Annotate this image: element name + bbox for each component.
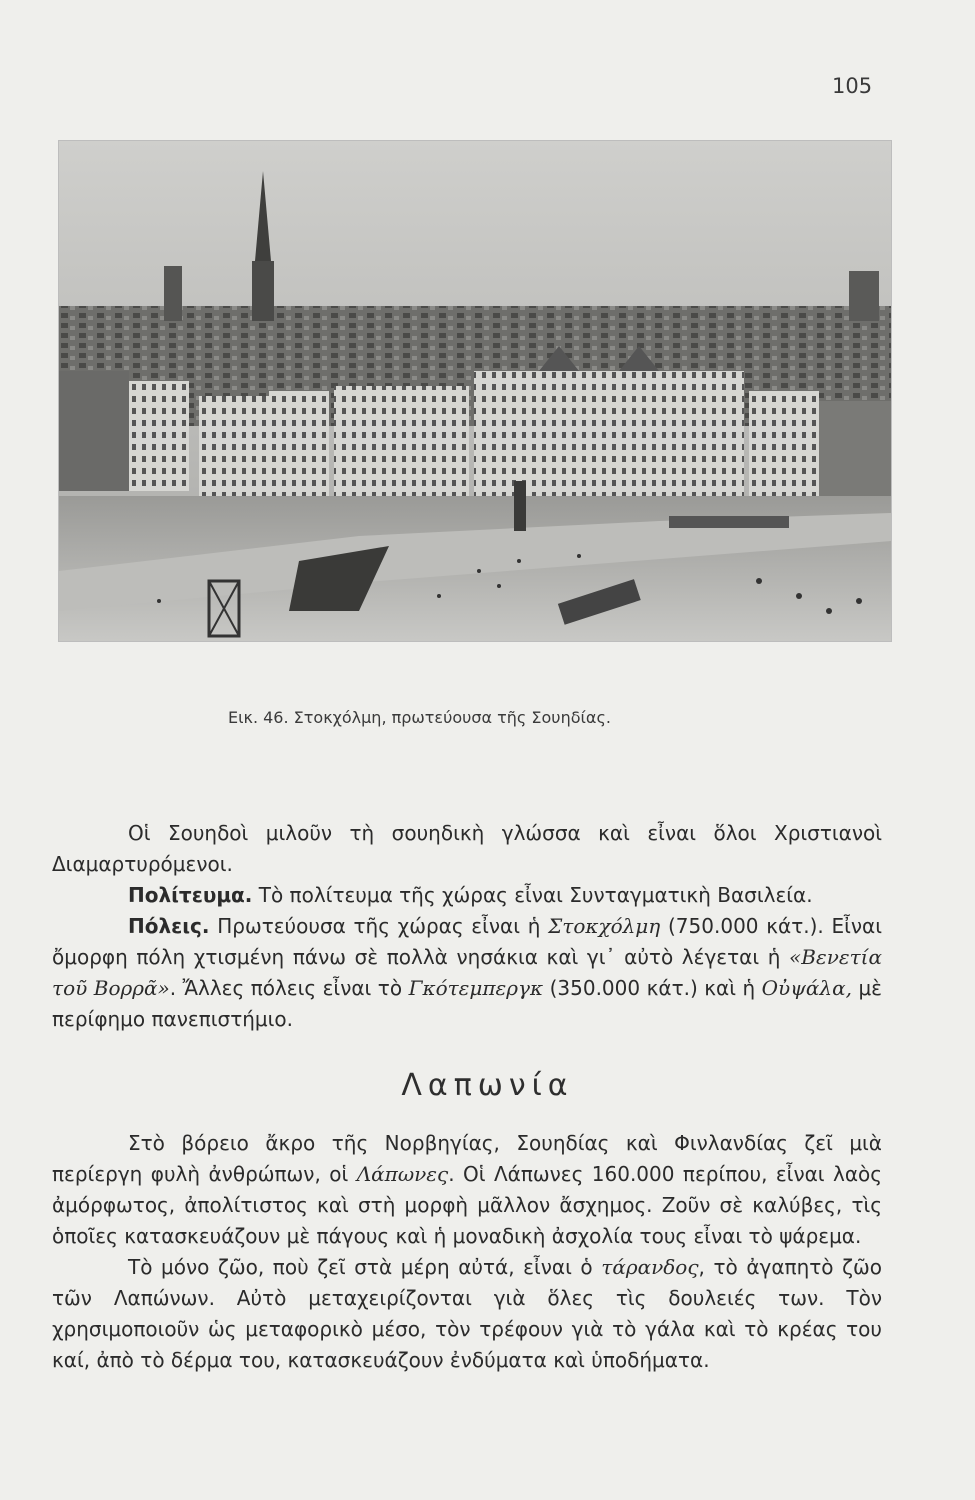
paragraph-religion: Οἱ Σουηδοὶ μιλοῦν τὴ σουηδικὴ γλώσσα καὶ εἶναι ὅλοι Χριστιανοὶ Διαμαρτυρόμενοι. (52, 821, 882, 876)
label-government: Πολίτευμα. (128, 883, 253, 907)
paragraph-lapps (52, 1128, 882, 1252)
city-uppsala: Οὐψάλα, (761, 976, 852, 1000)
text-cities-a: Πρωτεύουσα τῆς χώρας εἶναι ἡ (209, 914, 549, 938)
text-cities-e: μὲ περίφημο πανεπιστήμιο. (52, 976, 882, 1031)
paragraph-reindeer (52, 1252, 882, 1376)
word-reindeer: τάρανδος (601, 1255, 699, 1279)
text-government: Τὸ πολίτευμα τῆς χώρας εἶναι Συνταγματικὴ Βασιλεία. (252, 883, 813, 907)
paragraph-cities (52, 911, 882, 1035)
text-cities-d: (350.000 κάτ.) καὶ ἡ (543, 976, 762, 1000)
city-gothenburg: Γκότεμπεργκ (408, 976, 544, 1000)
figure-caption: Εικ. 46. Στοκχόλμη, πρωτεύουσα τῆς Σουηδίας. (228, 708, 611, 727)
venice-of-north: «Βενετία τοῦ Βορρᾶ» (52, 945, 882, 1000)
page-number: 105 (832, 74, 873, 98)
text-cities-c: . Ἄλλες πόλεις εἶναι τὸ (169, 976, 409, 1000)
stockholm-photo (58, 140, 892, 642)
word-lapps: Λάπωνες (356, 1162, 449, 1186)
body-text-sweden (52, 818, 882, 1035)
text-lapps-a: Στὸ βόρειο ἄκρο τῆς Νορβηγίας, Σουηδίας καὶ Φινλανδίας ζεῖ μιὰ περίεργη φυλὴ ἀνθρώπων, οἱ (52, 1131, 882, 1186)
paragraph-government (52, 880, 882, 911)
text-cities-b: (750.000 κάτ.). Εἶναι ὄμορφη πόλη χτισμένη πάνω σὲ πολλὰ νησάκια καὶ γι᾽ αὐτὸ λέγεται ἡ (52, 914, 882, 969)
heading-lapland: Λαπωνία (401, 1068, 574, 1103)
city-stockholm: Στοκχόλμη (548, 914, 661, 938)
body-text-lapland (52, 1128, 882, 1376)
text-reindeer-b: , τὸ ἀγαπητὸ ζῶο τῶν Λαπώνων. Αὐτὸ μεταχειρίζονται γιὰ ὅλες τὶς δουλειές των. Τὸν χρησιμοποιοῦν ὡς μεταφορικὸ μέσο, τὸν τρέφουν γιὰ τὸ γάλα καὶ τὸ κρέας του καί, ἀπὸ τὸ δέρμα του, κατασκευάζουν ἐνδύματα καὶ ὑποδήματα. (52, 1255, 882, 1372)
text-lapps-b: . Οἱ Λάπωνες 160.000 περίπου, εἶναι λαὸς ἀμόρφωτος, ἀπολίτιστος καὶ στὴ μορφὴ μᾶλλον ἄσχημος. Ζοῦν σὲ καλύβες, τὶς ὁποῖες κατασκευάζουν μὲ πάγους καὶ ἡ μοναδικὴ ἀσχολία τους εἶναι τὸ ψάρεμα. (52, 1162, 882, 1248)
text-reindeer-a: Τὸ μόνο ζῶο, ποὺ ζεῖ στὰ μέρη αὐτά, εἶναι ὁ (128, 1255, 602, 1279)
label-cities: Πόλεις. (128, 914, 210, 938)
